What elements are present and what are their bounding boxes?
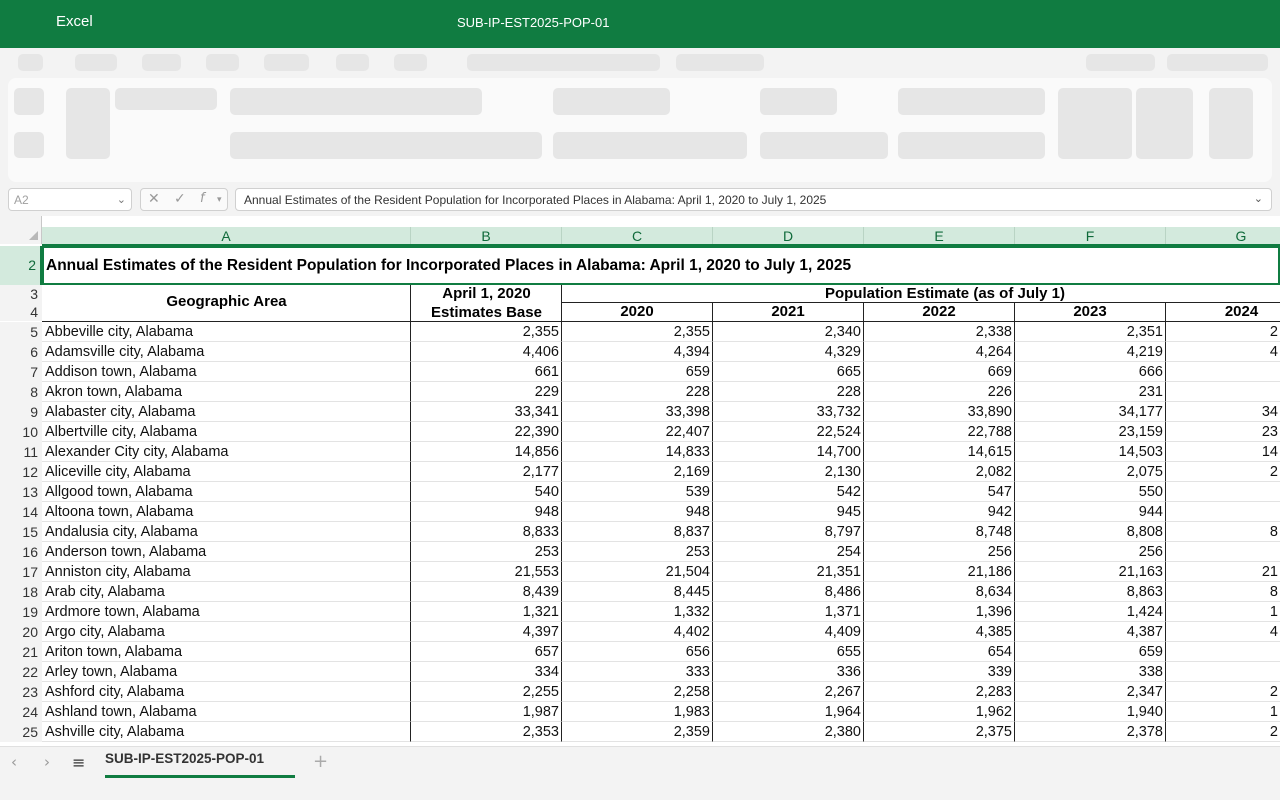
cell-value[interactable]: 253 — [411, 542, 562, 562]
cell-value[interactable]: 1,424 — [1015, 602, 1166, 622]
cell-geographic-area[interactable]: Altoona town, Alabama — [42, 502, 411, 522]
cell-value[interactable]: 1,983 — [562, 702, 713, 722]
header-year-2021[interactable]: 2021 — [713, 303, 864, 322]
cell-value[interactable]: 2,075 — [1015, 462, 1166, 482]
hamburger-icon[interactable]: ≡ — [72, 753, 86, 772]
cell-value[interactable]: 542 — [713, 482, 864, 502]
skeleton-block — [394, 54, 427, 71]
cell-value[interactable]: 659 — [562, 362, 713, 382]
cell-value[interactable]: 14 — [1166, 442, 1280, 462]
row-header[interactable]: 5 — [0, 322, 42, 342]
cell-value[interactable]: 2,375 — [864, 722, 1015, 742]
cell-value[interactable]: 2 — [1166, 322, 1280, 342]
column-header-b[interactable]: B — [411, 227, 562, 245]
column-header-g[interactable]: G — [1166, 227, 1280, 245]
cell-value[interactable]: 8,863 — [1015, 582, 1166, 602]
cell-value[interactable]: 14,856 — [411, 442, 562, 462]
cell-value[interactable]: 4,397 — [411, 622, 562, 642]
cell-value[interactable]: 4,264 — [864, 342, 1015, 362]
cell-value[interactable]: 21,553 — [411, 562, 562, 582]
cell-value[interactable]: 654 — [864, 642, 1015, 662]
cell-value[interactable]: 2 — [1166, 722, 1280, 742]
cell-value[interactable]: 2,338 — [864, 322, 1015, 342]
cell-value[interactable]: 256 — [864, 542, 1015, 562]
skeleton-block — [18, 54, 43, 71]
cell-geographic-area[interactable]: Anderson town, Alabama — [42, 542, 411, 562]
spreadsheet-grid[interactable] — [0, 216, 1280, 746]
column-header-e[interactable]: E — [864, 227, 1015, 245]
cell-value[interactable]: 659 — [1015, 642, 1166, 662]
row-header[interactable]: 22 — [0, 662, 42, 682]
cell-value[interactable]: 8,439 — [411, 582, 562, 602]
cell-value[interactable]: 228 — [713, 382, 864, 402]
row-header-2[interactable]: 2 — [0, 246, 42, 285]
header-base-line1: April 1, 2020 — [442, 285, 531, 302]
formula-input[interactable] — [235, 188, 1272, 211]
header-year-2020[interactable]: 2020 — [562, 303, 713, 322]
cell-value[interactable]: 8,837 — [562, 522, 713, 542]
skeleton-block — [1086, 54, 1155, 71]
cell-value[interactable]: 540 — [411, 482, 562, 502]
cell-value[interactable]: 14,833 — [562, 442, 713, 462]
row-header[interactable]: 16 — [0, 542, 42, 562]
cell-value[interactable]: 8,486 — [713, 582, 864, 602]
cell-value[interactable]: 338 — [1015, 662, 1166, 682]
header-population-estimate: Population Estimate (as of July 1) — [824, 285, 1066, 302]
cell-geographic-area[interactable]: Ashford city, Alabama — [42, 682, 411, 702]
cell-value[interactable]: 2,258 — [562, 682, 713, 702]
cell-value[interactable]: 948 — [562, 502, 713, 522]
cell-value[interactable]: 1 — [1166, 702, 1280, 722]
cell-value[interactable]: 8,833 — [411, 522, 562, 542]
column-header-f[interactable]: F — [1015, 227, 1166, 245]
row-header[interactable]: 25 — [0, 722, 42, 742]
skeleton-block — [230, 88, 482, 115]
cell-value[interactable]: 229 — [411, 382, 562, 402]
sheet-tab-active[interactable]: SUB-IP-EST2025-POP-01 — [105, 751, 265, 766]
cell-value[interactable]: 33,890 — [864, 402, 1015, 422]
ribbon-placeholder — [8, 78, 1272, 182]
skeleton-block — [898, 88, 1045, 115]
row-header[interactable]: 9 — [0, 402, 42, 422]
cell-value[interactable]: 21 — [1166, 562, 1280, 582]
cell-value[interactable]: 2,177 — [411, 462, 562, 482]
cell-value[interactable]: 4,406 — [411, 342, 562, 362]
cell-value[interactable]: 2,355 — [562, 322, 713, 342]
cell-value[interactable] — [1166, 382, 1280, 402]
cell-value[interactable]: 8 — [1166, 522, 1280, 542]
cell-value[interactable] — [1166, 642, 1280, 662]
cell-value[interactable]: 944 — [1015, 502, 1166, 522]
title-bar — [0, 0, 1280, 48]
cell-value[interactable]: 1,396 — [864, 602, 1015, 622]
header-geo-cell[interactable] — [42, 285, 411, 322]
sheet-title-cell[interactable]: Annual Estimates of the Resident Population for Incorporated Places in Alabama: April 1, 2020 to July 1, 2025 — [42, 246, 1280, 285]
function-icon[interactable]: f — [200, 191, 205, 206]
cell-value[interactable]: 547 — [864, 482, 1015, 502]
chevron-down-icon[interactable]: ⌄ — [116, 194, 126, 206]
cell-value[interactable]: 2,359 — [562, 722, 713, 742]
chevron-right-icon[interactable]: › — [44, 753, 50, 771]
skeleton-block — [1209, 88, 1253, 159]
cell-value[interactable]: 2,130 — [713, 462, 864, 482]
column-header-a[interactable]: A — [42, 227, 411, 245]
formula-content: Annual Estimates of the Resident Population for Incorporated Places in Alabama: April 1, 2020 to July 1, 2025 — [244, 193, 827, 207]
row-header[interactable]: 21 — [0, 642, 42, 662]
cell-value[interactable]: 666 — [1015, 362, 1166, 382]
cell-value[interactable]: 1,962 — [864, 702, 1015, 722]
cell-geographic-area[interactable]: Abbeville city, Alabama — [42, 322, 411, 342]
row-header[interactable]: 12 — [0, 462, 42, 482]
skeleton-block — [115, 88, 217, 110]
formula-bar — [0, 186, 1280, 214]
cell-value[interactable]: 2,355 — [411, 322, 562, 342]
cell-value[interactable]: 669 — [864, 362, 1015, 382]
cell-value[interactable]: 256 — [1015, 542, 1166, 562]
cell-value[interactable]: 22,407 — [562, 422, 713, 442]
cell-value[interactable] — [1166, 362, 1280, 382]
cell-value[interactable]: 254 — [713, 542, 864, 562]
cell-value[interactable]: 21,186 — [864, 562, 1015, 582]
header-base-cell[interactable] — [411, 285, 562, 322]
cell-value[interactable]: 4,219 — [1015, 342, 1166, 362]
cell-value[interactable]: 339 — [864, 662, 1015, 682]
cell-geographic-area[interactable]: Ashville city, Alabama — [42, 722, 411, 742]
cell-value[interactable] — [1166, 542, 1280, 562]
skeleton-block — [264, 54, 309, 71]
cell-geographic-area[interactable]: Andalusia city, Alabama — [42, 522, 411, 542]
skeleton-block — [206, 54, 239, 71]
row-header[interactable]: 6 — [0, 342, 42, 362]
cell-value[interactable]: 2,255 — [411, 682, 562, 702]
skeleton-block — [760, 88, 837, 115]
skeleton-block — [1058, 88, 1132, 159]
cell-value[interactable]: 21,163 — [1015, 562, 1166, 582]
cell-value[interactable]: 8,748 — [864, 522, 1015, 542]
cell-value[interactable]: 539 — [562, 482, 713, 502]
cell-value[interactable]: 2,353 — [411, 722, 562, 742]
cell-geographic-area[interactable]: Arab city, Alabama — [42, 582, 411, 602]
header-group-cell[interactable] — [562, 285, 1280, 303]
skeleton-block — [676, 54, 764, 71]
cell-value[interactable]: 22,524 — [713, 422, 864, 442]
cell-value[interactable]: 2,378 — [1015, 722, 1166, 742]
cell-geographic-area[interactable]: Akron town, Alabama — [42, 382, 411, 402]
select-all-icon — [29, 231, 38, 240]
cell-value[interactable]: 22,390 — [411, 422, 562, 442]
cell-value[interactable]: 1,332 — [562, 602, 713, 622]
cell-value[interactable]: 4,387 — [1015, 622, 1166, 642]
cell-value[interactable]: 8 — [1166, 582, 1280, 602]
cell-value[interactable]: 14,700 — [713, 442, 864, 462]
cell-value[interactable]: 14,503 — [1015, 442, 1166, 462]
cell-value[interactable] — [1166, 662, 1280, 682]
skeleton-block — [553, 132, 747, 159]
cell-value[interactable]: 8,797 — [713, 522, 864, 542]
name-box-value: A2 — [14, 193, 29, 207]
skeleton-block — [142, 54, 181, 71]
row-header-3[interactable]: 3 — [0, 285, 42, 303]
cell-value[interactable]: 4,394 — [562, 342, 713, 362]
column-header-c[interactable]: C — [562, 227, 713, 245]
document-title[interactable]: SUB-IP-EST2025-POP-01 — [457, 15, 610, 30]
cell-value[interactable]: 14,615 — [864, 442, 1015, 462]
cell-geographic-area[interactable]: Adamsville city, Alabama — [42, 342, 411, 362]
row-header[interactable]: 24 — [0, 702, 42, 722]
cell-geographic-area[interactable]: Alabaster city, Alabama — [42, 402, 411, 422]
skeleton-block — [14, 88, 44, 115]
row-header[interactable]: 8 — [0, 382, 42, 402]
cell-value[interactable] — [1166, 482, 1280, 502]
name-box[interactable] — [8, 188, 132, 211]
cell-value[interactable]: 2 — [1166, 462, 1280, 482]
cell-value[interactable]: 945 — [713, 502, 864, 522]
cell-value[interactable]: 23 — [1166, 422, 1280, 442]
cell-geographic-area[interactable]: Albertville city, Alabama — [42, 422, 411, 442]
cell-value[interactable]: 2,347 — [1015, 682, 1166, 702]
cell-geographic-area[interactable]: Addison town, Alabama — [42, 362, 411, 382]
cell-value[interactable]: 21,504 — [562, 562, 713, 582]
status-bar — [0, 778, 1280, 800]
cell-value[interactable]: 2,380 — [713, 722, 864, 742]
row-header[interactable]: 7 — [0, 362, 42, 382]
cell-value[interactable]: 2,082 — [864, 462, 1015, 482]
ribbon-tabs-placeholder — [0, 48, 1280, 78]
skeleton-block — [230, 132, 542, 159]
cell-geographic-area[interactable]: Anniston city, Alabama — [42, 562, 411, 582]
cell-value[interactable]: 1,371 — [713, 602, 864, 622]
skeleton-block — [467, 54, 660, 71]
cell-value[interactable]: 2,267 — [713, 682, 864, 702]
cell-value[interactable]: 2,340 — [713, 322, 864, 342]
cell-value[interactable]: 657 — [411, 642, 562, 662]
cell-value[interactable]: 655 — [713, 642, 864, 662]
cell-value[interactable]: 661 — [411, 362, 562, 382]
skeleton-block — [336, 54, 369, 71]
cell-value[interactable]: 1,321 — [411, 602, 562, 622]
cell-value[interactable]: 656 — [562, 642, 713, 662]
cell-value[interactable]: 22,788 — [864, 422, 1015, 442]
cell-geographic-area[interactable]: Argo city, Alabama — [42, 622, 411, 642]
cell-geographic-area[interactable]: Ariton town, Alabama — [42, 642, 411, 662]
row-header[interactable]: 15 — [0, 522, 42, 542]
cell-value[interactable]: 550 — [1015, 482, 1166, 502]
app-name[interactable]: Excel — [56, 13, 93, 30]
skeleton-block — [66, 88, 110, 159]
cell-value[interactable]: 4,409 — [713, 622, 864, 642]
cell-value[interactable] — [1166, 502, 1280, 522]
cell-geographic-area[interactable]: Allgood town, Alabama — [42, 482, 411, 502]
skeleton-block — [760, 132, 888, 159]
chevron-down-icon[interactable]: ▾ — [217, 195, 222, 205]
cell-value[interactable]: 2,169 — [562, 462, 713, 482]
header-year-2024[interactable]: 2024 — [1166, 303, 1280, 322]
header-year-2023[interactable]: 2023 — [1015, 303, 1166, 322]
expand-formula-icon[interactable]: ⌄ — [1253, 193, 1263, 205]
cell-value[interactable]: 665 — [713, 362, 864, 382]
row-header[interactable]: 17 — [0, 562, 42, 582]
cell-value[interactable]: 23,159 — [1015, 422, 1166, 442]
select-all-corner[interactable] — [0, 216, 42, 244]
cell-value[interactable]: 34,177 — [1015, 402, 1166, 422]
cell-value[interactable]: 4,402 — [562, 622, 713, 642]
header-base-line2: Estimates Base — [431, 304, 542, 321]
cell-value[interactable]: 228 — [562, 382, 713, 402]
cell-value[interactable]: 4 — [1166, 342, 1280, 362]
cell-geographic-area[interactable]: Ardmore town, Alabama — [42, 602, 411, 622]
skeleton-block — [898, 132, 1045, 159]
cell-value[interactable]: 226 — [864, 382, 1015, 402]
cell-value[interactable]: 33,341 — [411, 402, 562, 422]
skeleton-block — [1167, 54, 1268, 71]
cell-value[interactable]: 942 — [864, 502, 1015, 522]
cell-value[interactable]: 1 — [1166, 602, 1280, 622]
cell-value[interactable]: 4,385 — [864, 622, 1015, 642]
skeleton-block — [553, 88, 670, 115]
row-header[interactable]: 14 — [0, 502, 42, 522]
cell-value[interactable]: 1,940 — [1015, 702, 1166, 722]
cell-value[interactable]: 1,987 — [411, 702, 562, 722]
header-year-2022[interactable]: 2022 — [864, 303, 1015, 322]
row-header[interactable]: 19 — [0, 602, 42, 622]
formula-buttons — [140, 188, 228, 211]
header-geographic-area: Geographic Area — [166, 293, 287, 310]
column-header-d[interactable]: D — [713, 227, 864, 245]
cell-value[interactable]: 8,808 — [1015, 522, 1166, 542]
row-header[interactable]: 13 — [0, 482, 42, 502]
cell-value[interactable]: 2,351 — [1015, 322, 1166, 342]
cell-value[interactable]: 33,732 — [713, 402, 864, 422]
cell-value[interactable]: 21,351 — [713, 562, 864, 582]
add-sheet-icon[interactable]: + — [313, 751, 329, 772]
cell-value[interactable]: 333 — [562, 662, 713, 682]
skeleton-block — [75, 54, 117, 71]
cell-value[interactable]: 2,283 — [864, 682, 1015, 702]
cancel-icon[interactable]: ✕ — [148, 191, 160, 207]
row-header[interactable]: 11 — [0, 442, 42, 462]
cell-value[interactable]: 1,964 — [713, 702, 864, 722]
row-header[interactable]: 23 — [0, 682, 42, 702]
row-header[interactable]: 20 — [0, 622, 42, 642]
cell-value[interactable]: 8,634 — [864, 582, 1015, 602]
cell-geographic-area[interactable]: Alexander City city, Alabama — [42, 442, 411, 462]
cell-value[interactable]: 336 — [713, 662, 864, 682]
cell-geographic-area[interactable]: Aliceville city, Alabama — [42, 462, 411, 482]
row-header[interactable]: 10 — [0, 422, 42, 442]
cell-value[interactable]: 34 — [1166, 402, 1280, 422]
cell-geographic-area[interactable]: Ashland town, Alabama — [42, 702, 411, 722]
check-icon[interactable]: ✓ — [174, 191, 186, 207]
cell-geographic-area[interactable]: Arley town, Alabama — [42, 662, 411, 682]
sheet-bar — [0, 746, 1280, 778]
cell-value[interactable]: 948 — [411, 502, 562, 522]
skeleton-block — [1136, 88, 1193, 159]
cell-value[interactable]: 2 — [1166, 682, 1280, 702]
cell-value[interactable]: 4,329 — [713, 342, 864, 362]
cell-value[interactable]: 8,445 — [562, 582, 713, 602]
cell-value[interactable]: 334 — [411, 662, 562, 682]
chevron-left-icon[interactable]: ‹ — [11, 753, 17, 771]
cell-value[interactable]: 253 — [562, 542, 713, 562]
row-header-4[interactable]: 4 — [0, 303, 42, 321]
skeleton-block — [14, 132, 44, 158]
cell-value[interactable]: 231 — [1015, 382, 1166, 402]
row-header[interactable]: 18 — [0, 582, 42, 602]
cell-value[interactable]: 4 — [1166, 622, 1280, 642]
cell-value[interactable]: 33,398 — [562, 402, 713, 422]
